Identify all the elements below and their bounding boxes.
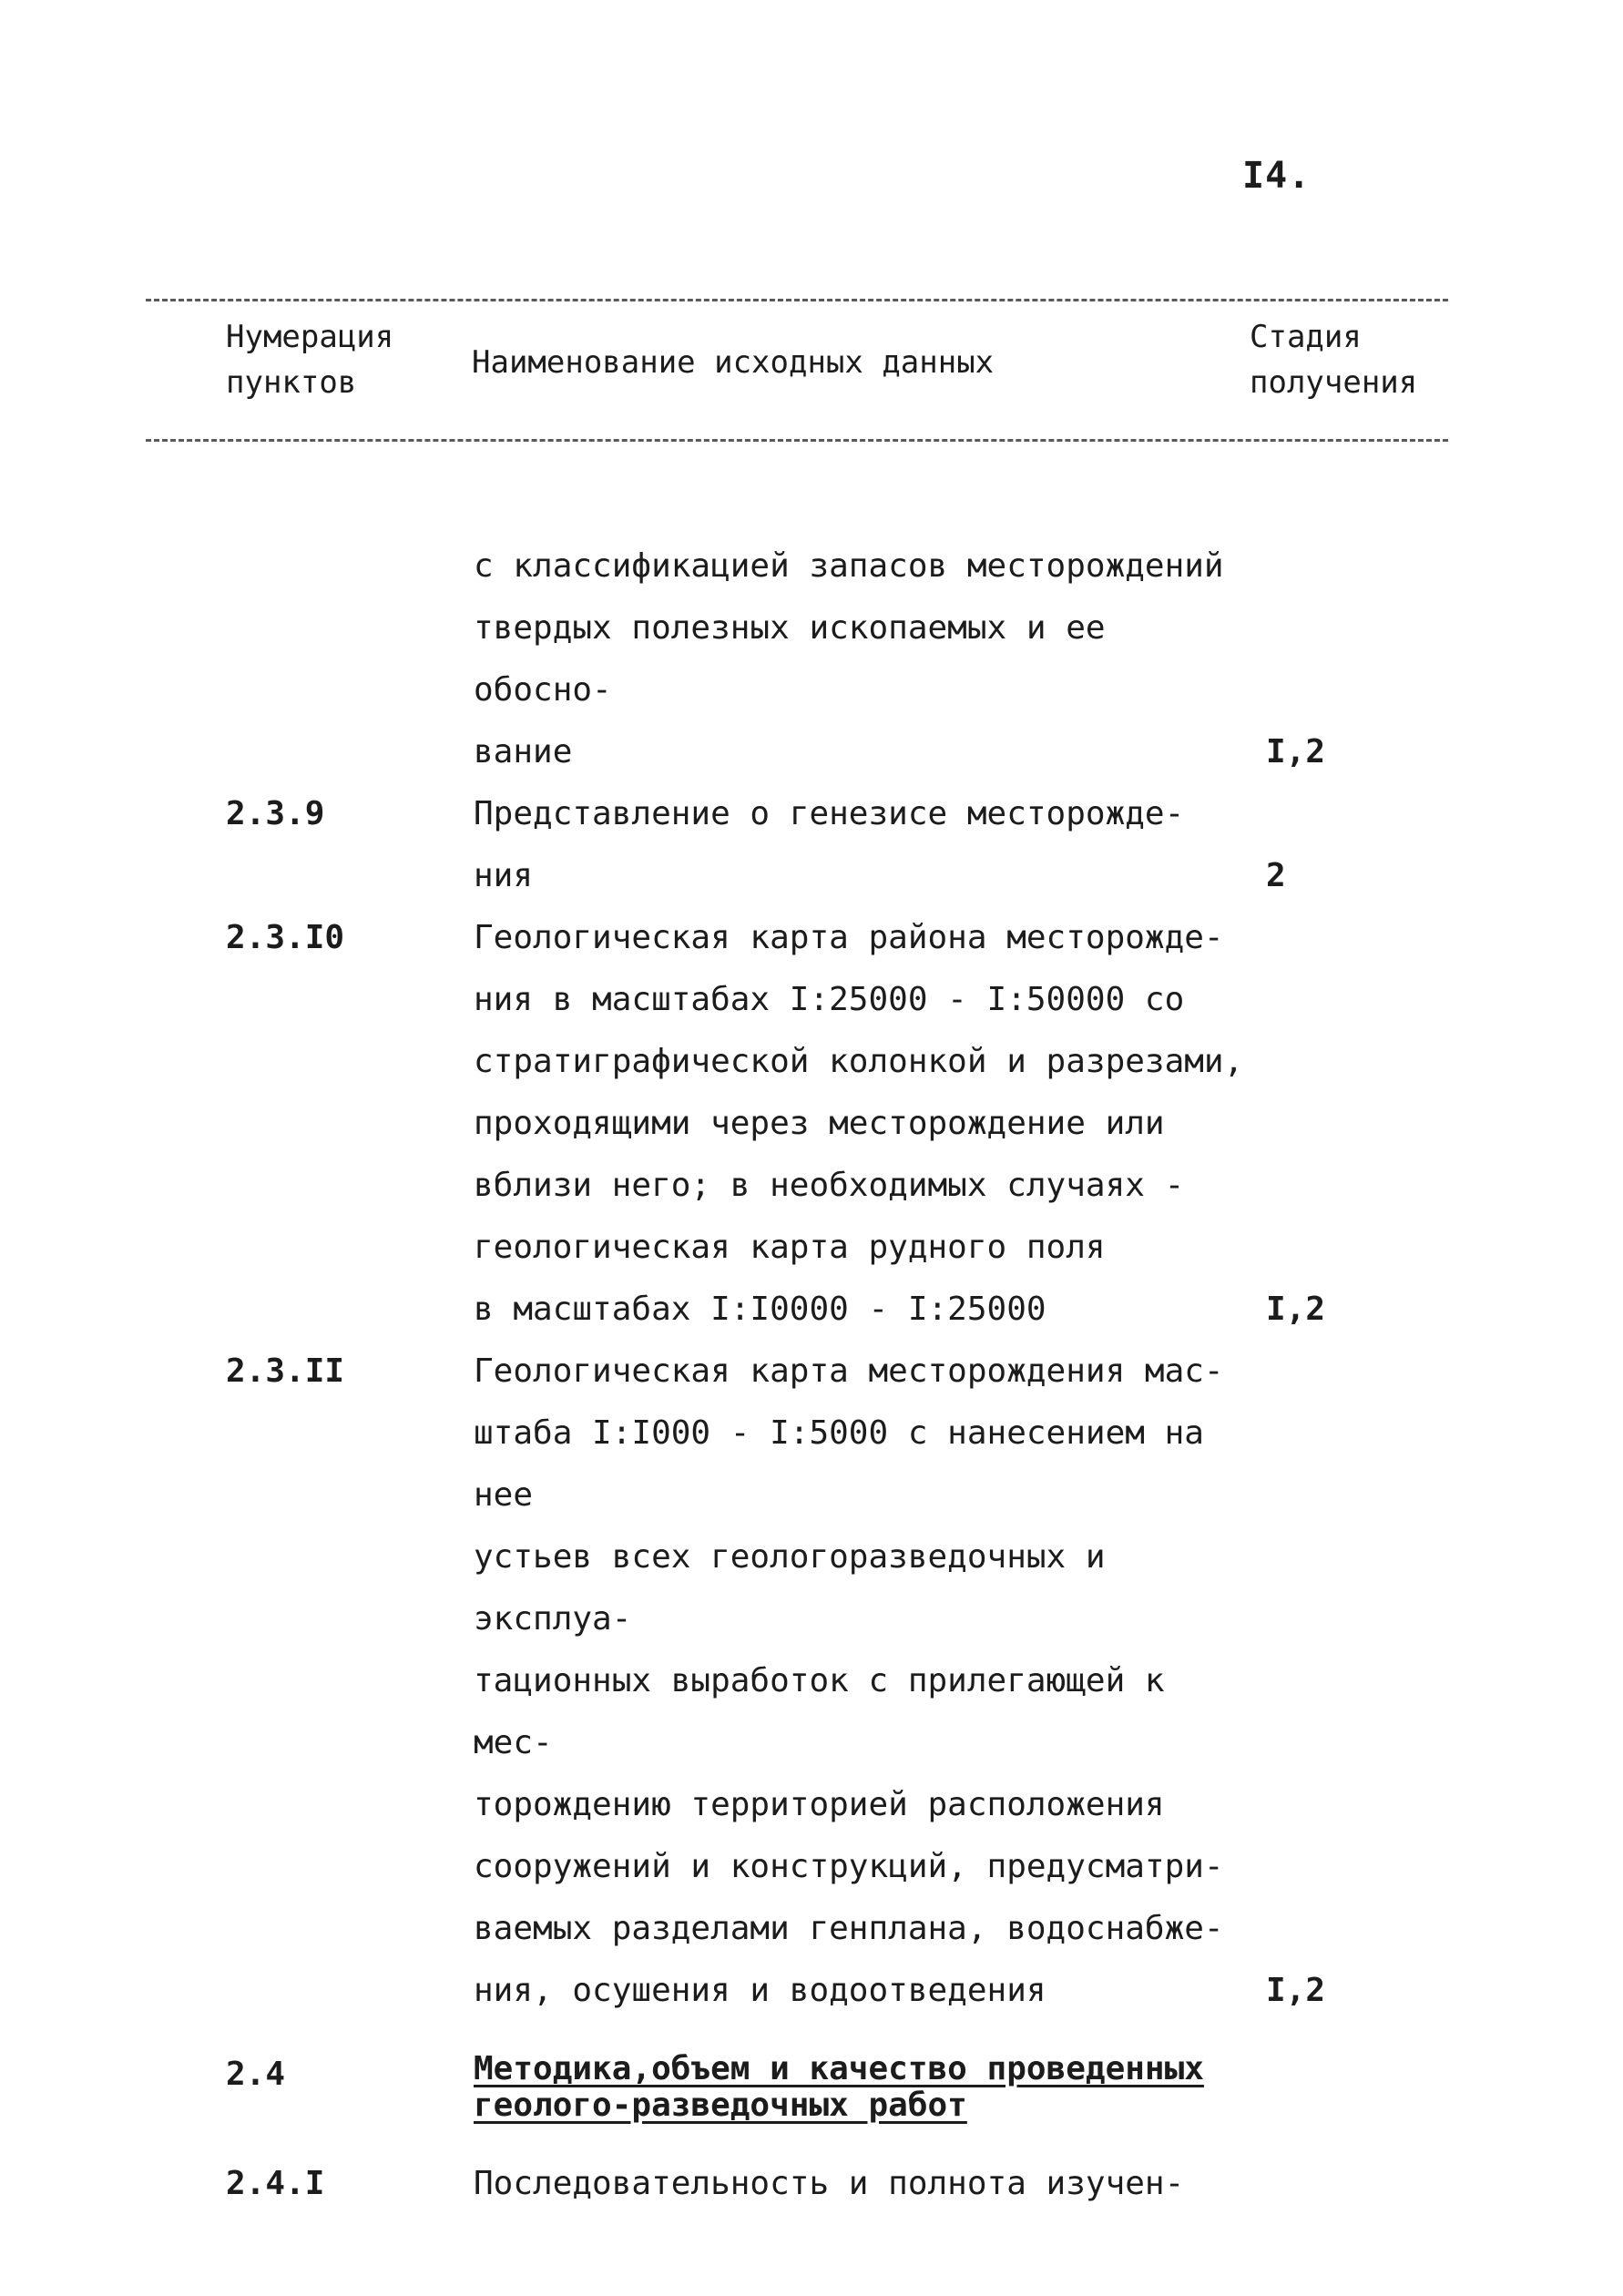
row-number: 2.4 [226, 2056, 286, 2093]
table-row [0, 536, 1623, 783]
row-number: 2.4.I [226, 2165, 325, 2202]
row-name: Геологическая карта месторождения мас- штаба I:I000 - I:5000 с нанесением на нее устьев всех геологоразведочных и эксплуа- тационных выработок с прилегающей к мес- торождению территорией расположения сооружений и конструкций, предусматри- ваемых разделами генплана, водоснабже- ния, осушения и водоотведения [474, 1352, 1224, 2009]
row-number: 2.3.II [226, 1352, 345, 1390]
table-top-rule [146, 299, 1448, 301]
table-row [0, 907, 1623, 1341]
header-number-column: Нумерация пунктов [226, 319, 394, 401]
table-row [0, 1341, 1623, 2022]
header-stage-column: Стадия получения [1250, 319, 1418, 401]
row-stage: I,2 [1266, 733, 1326, 770]
table-row [0, 2153, 1623, 2215]
row-spacer [0, 2022, 1623, 2044]
table-row [0, 783, 1623, 907]
page-number: I4. [1242, 155, 1312, 197]
row-name: Представление о генезисе месторожде- ния [474, 795, 1185, 894]
row-name: Геологическая карта района месторожде- ния в масштабах I:25000 - I:50000 со стратиграфической колонкой и разрезами, проходящими через месторождение или вблизи него; в необходимых случаях - геологическая карта рудного поля в масштабах I:I0000 - I:25000 [474, 919, 1244, 1328]
row-spacer [0, 2131, 1623, 2153]
table-body [0, 536, 1623, 2215]
row-name: с классификацией запасов месторождений твердых полезных ископаемых и ее обосно- вание [474, 547, 1224, 770]
row-number: 2.3.I0 [226, 919, 345, 956]
row-stage: I,2 [1266, 1291, 1326, 1328]
section-heading: Методика,объем и качество проведенных геолого-разведочных работ [474, 2050, 1204, 2124]
row-stage: I,2 [1266, 1972, 1326, 2009]
row-stage: 2 [1266, 857, 1286, 894]
table-header [0, 314, 1623, 433]
row-number: 2.3.9 [226, 795, 325, 832]
table-header-rule [146, 439, 1448, 442]
row-name: Последовательность и полнота изучен- [474, 2165, 1185, 2202]
header-name-column: Наименование исходных данных [472, 344, 995, 381]
table-row-section [0, 2044, 1623, 2131]
